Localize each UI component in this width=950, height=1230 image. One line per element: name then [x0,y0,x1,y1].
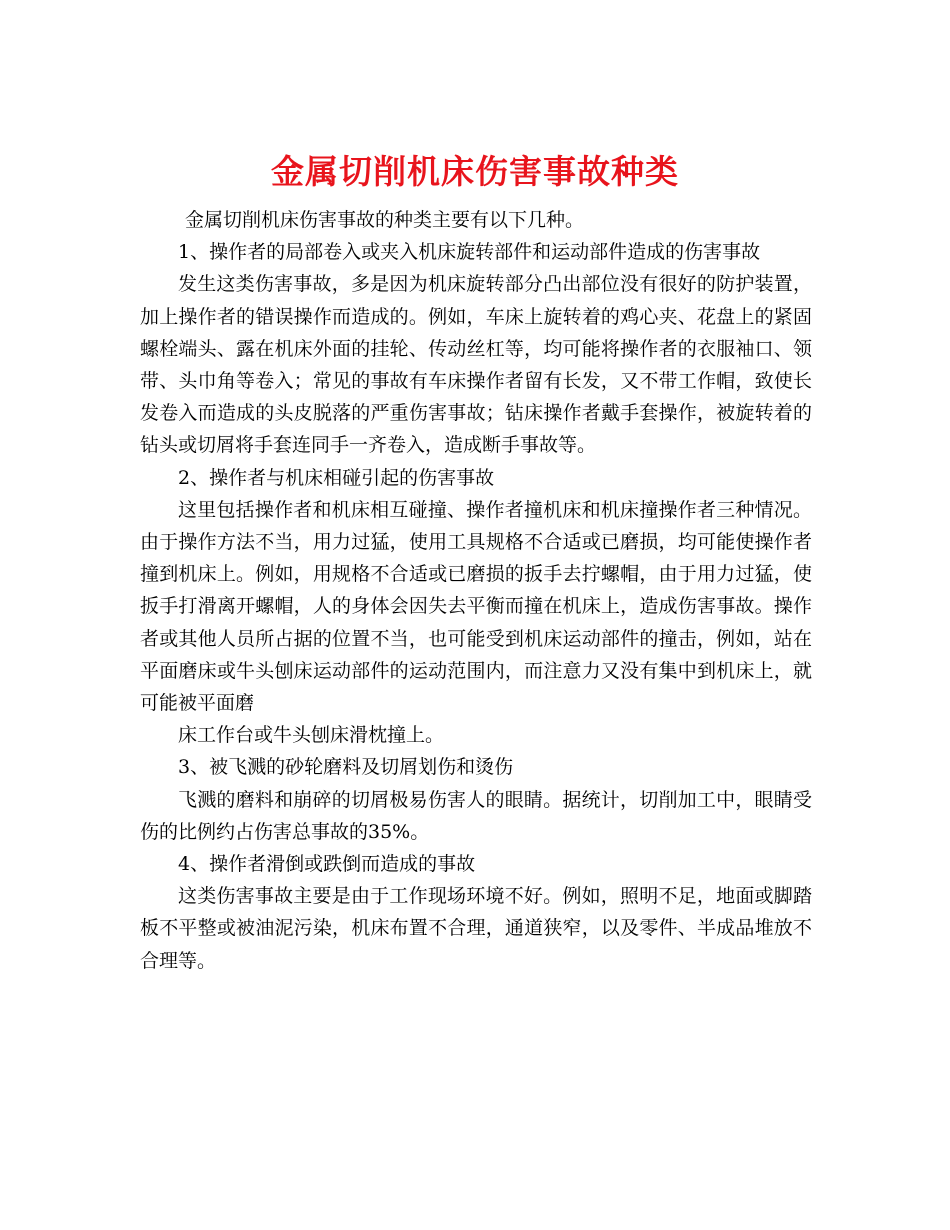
section-heading-4: 4、操作者滑倒或跌倒而造成的事故 [178,853,476,876]
section-heading-1: 1、操作者的局部卷入或夹入机床旋转部件和运动部件造成的伤害事故 [178,241,761,264]
body-paragraph: 发生这类伤害事故，多是因为机床旋转部分凸出部位没有很好的防护装置，加上操作者的错误操作而造成的。例如，车床上旋转着的鸡心夹、花盘上的紧固螺栓端头、露在机床外面的挂轮、传动丝杠等，均可能将操作者的衣服袖口、领带、头巾角等卷入；常见的事故有车床操作者留有长发，又不带工作帽，致使长发卷入而造成的头皮脱落的严重伤害事故；钻床操作者戴手套操作，被旋转着的钻头或切屑将手套连同手一齐卷入，造成断手事故等。 [140,273,812,457]
intro-paragraph: 金属切削机床伤害事故的种类主要有以下几种。 [185,209,585,231]
section-heading-2: 2、操作者与机床相碰引起的伤害事故 [178,466,495,489]
section-heading-3: 3、被飞溅的砂轮磨料及切屑划伤和烫伤 [178,756,514,779]
body-paragraph: 这里包括操作者和机床相互碰撞、操作者撞机床和机床撞操作者三种情况。由于操作方法不当，用力过猛，使用工具规格不合适或已磨损，均可能使操作者撞到机床上。例如，用规格不合适或已磨损的扳手去拧螺帽，由于用力过猛，使扳手打滑离开螺帽，人的身体会因失去平衡而撞在机床上，造成伤害事故。操作者或其他人员所占据的位置不当，也可能受到机床运动部件的撞击，例如，站在平面磨床或牛头刨床运动部件的运动范围内，而注意力又没有集中到机床上，就可能被平面磨 [140,498,812,715]
body-paragraph-continuation: 床工作台或牛头刨床滑枕撞上。 [178,724,445,747]
body-paragraph: 飞溅的磨料和崩碎的切屑极易伤害人的眼睛。据统计，切削加工中，眼睛受伤的比例约占伤害总事故的35%。 [140,788,812,843]
document-title: 金属切削机床伤害事故种类 [271,152,679,192]
document-body [140,204,812,977]
body-paragraph: 这类伤害事故主要是由于工作现场环境不好。例如，照明不足，地面或脚踏板不平整或被油泥污染，机床布置不合理，通道狭窄，以及零件、半成品堆放不合理等。 [140,885,812,972]
